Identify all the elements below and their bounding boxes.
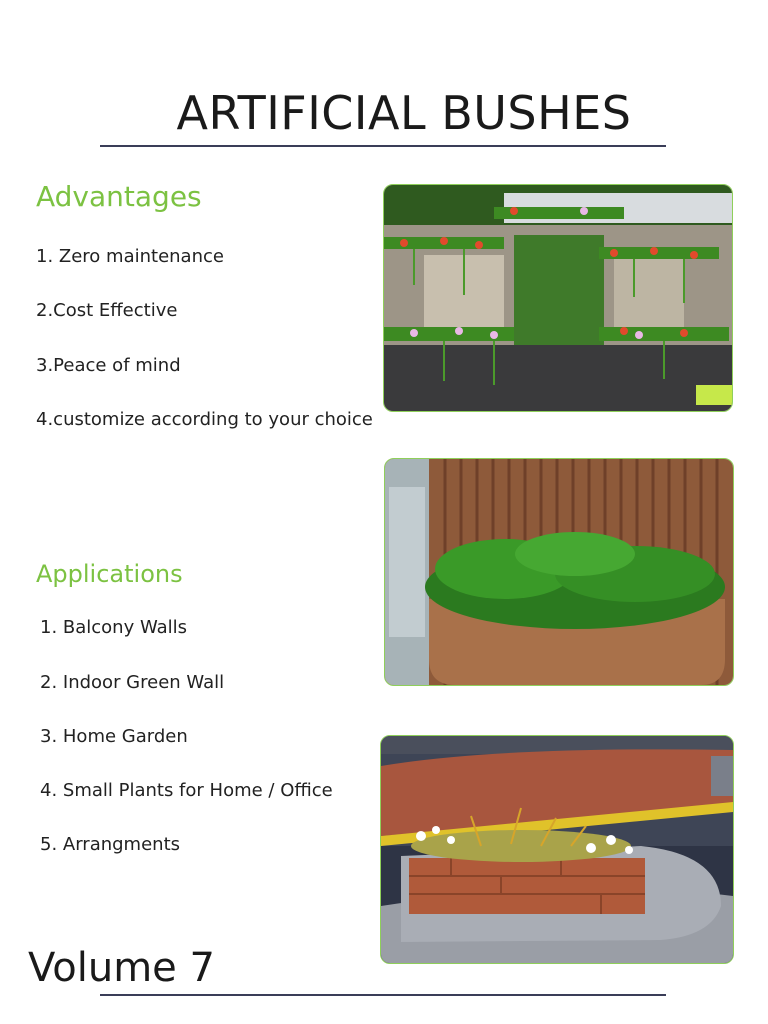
advantage-item: 3.Peace of mind bbox=[36, 355, 181, 376]
brick-planter-photo bbox=[380, 735, 734, 964]
application-item: 1. Balcony Walls bbox=[40, 617, 188, 638]
balcony-wall-photo bbox=[383, 184, 733, 412]
advantages-heading: Advantages bbox=[36, 180, 202, 213]
advantage-item: 2.Cost Effective bbox=[36, 300, 178, 321]
footer-divider bbox=[100, 994, 666, 996]
application-item: 2. Indoor Green Wall bbox=[40, 672, 225, 693]
title-divider bbox=[100, 145, 666, 147]
advantage-item: 4.customize according to your choice bbox=[36, 409, 373, 430]
application-item: 4. Small Plants for Home / Office bbox=[40, 780, 333, 801]
application-item: 5. Arrangments bbox=[40, 834, 181, 855]
application-item: 3. Home Garden bbox=[40, 726, 188, 747]
volume-label: Volume 7 bbox=[28, 945, 215, 991]
page-title: ARTIFICIAL BUSHES bbox=[176, 86, 632, 140]
applications-heading: Applications bbox=[36, 560, 183, 588]
advantage-item: 1. Zero maintenance bbox=[36, 246, 224, 267]
indoor-planter-photo bbox=[384, 458, 734, 686]
